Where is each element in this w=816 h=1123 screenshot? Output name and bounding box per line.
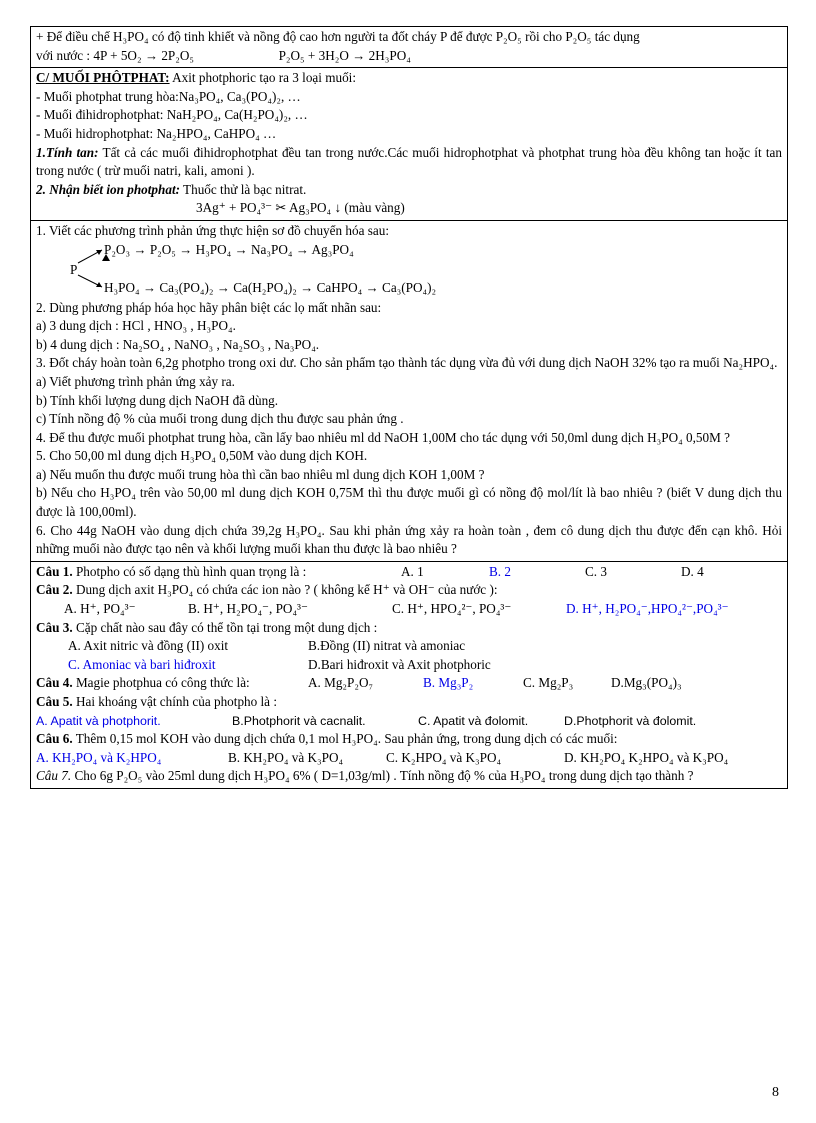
- q1-option-a: A. 1: [401, 563, 424, 579]
- q1-option-b: B. 2: [489, 563, 511, 579]
- identify-line: [36, 181, 782, 200]
- q4-text: Magie photphua có công thức là:: [72, 675, 250, 691]
- q4-label: Câu 4.: [36, 675, 73, 691]
- identify-title: 2. Nhận biết ion photphat:: [36, 181, 180, 197]
- salts-heading-line: [36, 69, 782, 88]
- scheme-row-2: H₃PO₄ → Ca₃(PO₄)₂ → Ca(H₂PO₄)₂ → CaHPO₄ → Ca₃(PO₄)₂: [104, 279, 437, 295]
- intro-line-2: [36, 47, 782, 66]
- q6-text: Thêm 0,15 mol KOH vào dung dịch chứa 0,1 mol H₃PO₄. Sau phản ứng, trong dung dịch có các muối:: [72, 731, 618, 747]
- q5-label: Câu 5.: [36, 694, 73, 709]
- q5-options: [36, 712, 782, 731]
- q5-option-b: B.Photphorit và cacnalit.: [232, 713, 366, 728]
- q6-option-c: C. K₂HPO₄ và K₃PO₄: [386, 749, 502, 765]
- scheme-row-1: P₂O₃ → P₂O₅ → H₃PO₄ → Na₃PO₄ → Ag₃PO₄: [104, 241, 354, 257]
- q5-option-d: D.Photphorit và đolomit.: [564, 713, 697, 728]
- q4-option-d: D.Mg₃(PO₄)₃: [611, 675, 682, 691]
- quiz-question-3: [36, 619, 782, 638]
- salts-heading-rest: Axit photphoric tạo ra 3 loại muối:: [169, 70, 357, 86]
- exercise-4: 4. Để thu được muối photphat trung hòa, cần lấy bao nhiêu ml dd NaOH 1,00M cho tác dụng với 50,0ml dung dịch H₃PO₄ 0,50M ?: [36, 429, 730, 445]
- q6-option-a: A. KH₂PO₄ và K₂HPO₄: [36, 749, 162, 765]
- salts-heading: C/ MUỐI PHÔTPHAT:: [36, 70, 170, 86]
- q5-option-a: A. Apatit và photphorit.: [36, 713, 161, 728]
- q1-option-c: C. 3: [585, 563, 607, 579]
- quiz-question-1: [36, 563, 782, 582]
- q2-text: Dung dịch axit H₃PO₄ có chứa các ion nào ? ( không kể H⁺ và OH⁻ của nước ):: [72, 582, 498, 598]
- q3-options-row-1: [36, 637, 782, 656]
- identify-text: Thuốc thử là bạc nitrat.: [180, 181, 307, 197]
- page-number: 8: [772, 1085, 779, 1100]
- q3-option-b: B.Đồng (II) nitrat và amoniac: [308, 638, 466, 654]
- q5-text: Hai khoáng vật chính của photpho là :: [72, 694, 277, 709]
- q3-options-row-2: [36, 656, 782, 675]
- exercise-5a: a) Nếu muốn thu được muối trung hòa thì cần bao nhiêu ml dung dịch KOH 1,00M ?: [36, 466, 485, 482]
- exercise-2: 2. Dùng phương pháp hóa học hãy phân biệt các lọ mất nhãn sau:: [36, 299, 382, 315]
- q2-option-b: B. H⁺, H₂PO₄⁻, PO₄³⁻: [188, 601, 308, 617]
- q4-option-b: B. Mg₃P₂: [423, 675, 474, 691]
- quiz-question-4: [36, 674, 782, 693]
- salt-type-3: - Muối hidrophotphat: Na₂HPO₄, CaHPO₄ …: [36, 125, 277, 141]
- quiz-question-6: [36, 730, 782, 749]
- exercise-1: 1. Viết các phương trình phản ứng thực hiện sơ đồ chuyển hóa sau:: [36, 222, 389, 238]
- q3-text: Cặp chất nào sau đây có thể tồn tại trong một dung dịch :: [72, 619, 378, 635]
- q1-text: Photpho có số dạng thù hình quan trọng là :: [72, 563, 307, 579]
- q2-options: [36, 600, 782, 619]
- quiz-question-5: [36, 693, 782, 712]
- quiz-question-7: [36, 767, 782, 786]
- q4-option-c: C. Mg₂P₃: [523, 675, 574, 691]
- content-table: [30, 26, 788, 789]
- q1-option-d: D. 4: [681, 563, 704, 579]
- quiz-cell: [31, 562, 787, 788]
- q3-label: Câu 3.: [36, 619, 73, 635]
- q4-option-a: A. Mg₂P₂O₇: [308, 675, 374, 691]
- exercise-3b: b) Tính khối lượng dung dịch NaOH đã dùng.: [36, 392, 279, 408]
- q7-text: Cho 6g P₂O₅ vào 25ml dung dịch H₃PO₄ 6% ( D=1,03g/ml) . Tính nồng độ % của H₃PO₄ trong dung dịch tạo thành ?: [71, 768, 694, 784]
- q1-label: Câu 1.: [36, 563, 73, 579]
- salt-type-2: - Muối đihidrophotphat: NaH₂PO₄, Ca(H₂PO₄)₂, …: [36, 107, 308, 123]
- q3-option-d: D.Bari hiđroxit và Axit photphoric: [308, 656, 491, 672]
- salt-type-1: - Muối photphat trung hòa:Na₃PO₄, Ca₃(PO₄)₂, …: [36, 88, 301, 104]
- exercise-2b: b) 4 dung dịch : Na₂SO₄ , NaNO₃ , Na₂SO₃ , Na₃PO₄.: [36, 336, 320, 352]
- q7-label: Câu 7.: [36, 768, 72, 784]
- intro-cell: [31, 27, 787, 68]
- q6-option-b: B. KH₂PO₄ và K₃PO₄: [228, 749, 344, 765]
- q2-label: Câu 2.: [36, 582, 73, 598]
- exercise-5b: b) Nếu cho H₃PO₄ trên vào 50,00 ml dung dịch KOH 0,75M thì thu được muối gì có nồng độ mol/lít là bao nhiêu ? (biết V dung dịch thu được là 100,00ml).: [36, 485, 782, 520]
- q6-options: [36, 749, 782, 768]
- exercise-5: 5. Cho 50,00 ml dung dịch H₃PO₄ 0,50M vào dung dịch KOH.: [36, 448, 368, 464]
- identify-reaction: 3Ag⁺ + PO₄³⁻ ✂ Ag₃PO₄ ↓ (màu vàng): [196, 200, 405, 216]
- exercise-3a: a) Viết phương trình phản ứng xảy ra.: [36, 373, 235, 389]
- exercise-2a: a) 3 dung dịch : HCl , HNO₃ , H₃PO₄.: [36, 318, 236, 334]
- scheme-start: P: [70, 261, 78, 277]
- salts-cell: [31, 68, 787, 221]
- exercise-3: 3. Đốt cháy hoàn toàn 6,2g photpho trong oxi dư. Cho sản phẩm tạo thành tác dụng vừa đủ với dung dịch NaOH 32% tạo ra muối Na₂HPO₄.: [36, 355, 778, 371]
- q2-option-c: C. H⁺, HPO₄²⁻, PO₄³⁻: [392, 601, 512, 617]
- q3-option-c: C. Amoniac và bari hiđroxit: [68, 656, 216, 672]
- q2-option-d: D. H⁺, H₂PO₄⁻,HPO₄²⁻,PO₄³⁻: [566, 601, 729, 617]
- q2-option-a: A. H⁺, PO₄³⁻: [64, 601, 136, 617]
- intro-equation-1: với nước : 4P + 5O₂ → 2P₂O₅: [36, 47, 194, 63]
- exercise-6: 6. Cho 44g NaOH vào dung dịch chứa 39,2g H₃PO₄. Sau khi phản ứng xảy ra hoàn toàn , đem cô dung dịch thu được đến cạn khô. Hỏi những muối nào được tạo nên và khối lượng muối khan thu được là bao nhiêu ?: [36, 522, 782, 557]
- exercises-cell: [31, 221, 787, 562]
- intro-equation-2: P₂O₅ + 3H₂O → 2H₃PO₄: [278, 47, 411, 63]
- solubility-text: Tất cả các muối đihidrophotphat đều tan trong nước.Các muối hidrophotphat và photphat trung hòa đều không tan hoặc ít tan trong nước ( trừ muối natri, kali, amoni ).: [36, 144, 782, 179]
- intro-line-1: + Để điều chế H₃PO₄ có độ tinh khiết và nồng độ cao hơn người ta đốt cháy P để được P₂O₅ rồi cho P₂O₅ tác dụng: [36, 29, 640, 44]
- q6-label: Câu 6.: [36, 731, 73, 747]
- conversion-scheme: [48, 241, 782, 299]
- exercise-3c: c) Tính nồng độ % của muối trong dung dịch thu được sau phản ứng .: [36, 411, 404, 427]
- q5-option-c: C. Apatit và đolomit.: [418, 713, 529, 728]
- quiz-question-2: [36, 581, 782, 600]
- q3-option-a: A. Axit nitric và đồng (II) oxit: [68, 638, 229, 654]
- solubility-paragraph: [36, 144, 782, 181]
- q6-option-d: D. KH₂PO₄ K₂HPO₄ và K₃PO₄: [564, 749, 729, 765]
- solubility-title: 1.Tính tan:: [36, 144, 99, 160]
